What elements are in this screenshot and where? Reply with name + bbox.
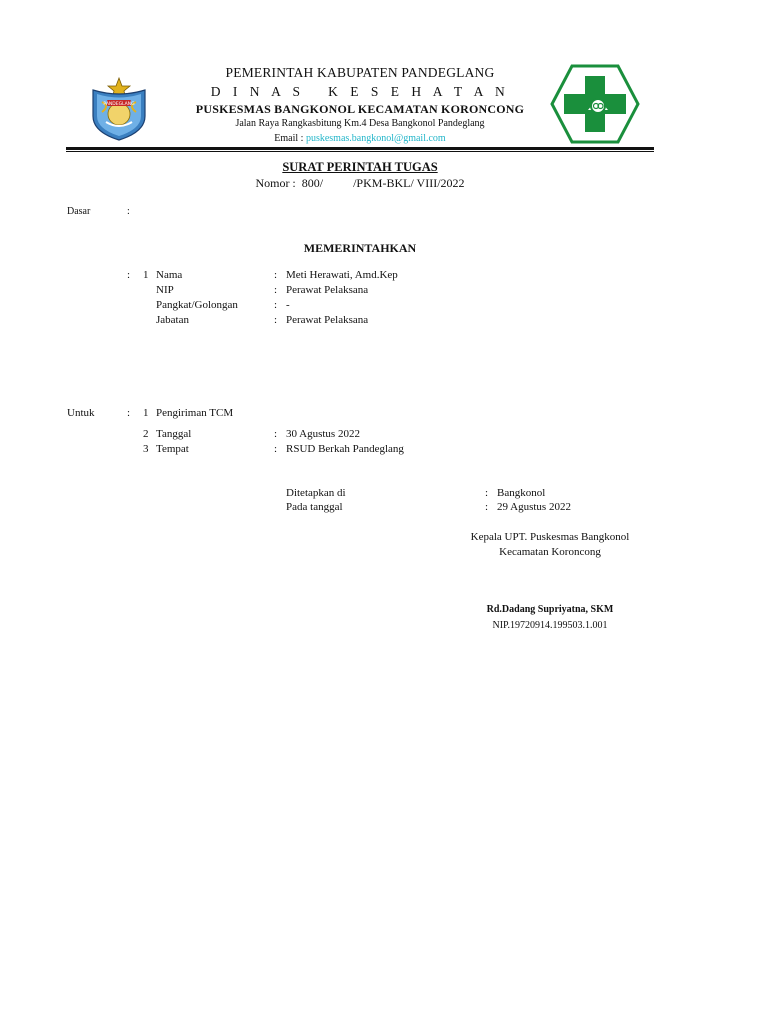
purpose-colon: : bbox=[274, 443, 278, 455]
assignee-index: 1 bbox=[143, 269, 149, 281]
header-rule-thick bbox=[66, 147, 654, 150]
purpose-item-text: Pengiriman TCM bbox=[156, 407, 234, 419]
document-title: SURAT PERINTAH TUGAS bbox=[282, 160, 438, 174]
department-name: D I N A S K E S E H A T A N bbox=[210, 84, 510, 99]
svg-text:PANDEGLANG: PANDEGLANG bbox=[103, 102, 135, 107]
field-value-nama: Meti Herawati, Amd.Kep bbox=[286, 269, 398, 281]
field-colon: : bbox=[274, 284, 278, 296]
field-colon: : bbox=[274, 299, 278, 311]
purpose-label: Untuk bbox=[67, 407, 95, 419]
field-value-nip: Perawat Pelaksana bbox=[286, 284, 369, 296]
signatory-title-line2: Kecamatan Koroncong bbox=[499, 546, 601, 558]
government-name: PEMERINTAH KABUPATEN PANDEGLANG bbox=[225, 65, 495, 80]
address: Jalan Raya Rangkasbitung Km.4 Desa Bangkonol Pandeglang bbox=[235, 118, 485, 129]
field-label-nip: NIP bbox=[156, 284, 174, 296]
signatory-nip: NIP.19720914.199503.1.001 bbox=[492, 620, 608, 631]
signatory-name: Rd.Dadang Supriyatna, SKM bbox=[486, 604, 614, 615]
issued-place-label: Ditetapkan di bbox=[286, 487, 346, 499]
purpose-item-tanggal-value: 30 Agustus 2022 bbox=[286, 428, 360, 440]
purpose-index: 2 bbox=[143, 428, 149, 440]
purpose-index: 3 bbox=[143, 443, 149, 455]
command-heading: MEMERINTAHKAN bbox=[303, 241, 417, 255]
purpose-item-tempat-value: RSUD Berkah Pandeglang bbox=[286, 443, 404, 455]
email-link[interactable]: puskesmas.bangkonol@gmail.com bbox=[305, 133, 446, 144]
field-colon: : bbox=[274, 269, 278, 281]
institution-name: PUSKESMAS BANGKONOL KECAMATAN KORONCONG bbox=[195, 102, 525, 116]
issued-date-label: Pada tanggal bbox=[286, 501, 343, 513]
issued-place-value: Bangkonol bbox=[497, 487, 546, 499]
email-label: Email : bbox=[274, 133, 304, 144]
document-number: Nomor : 800/ /PKM-BKL/ VIII/2022 bbox=[255, 176, 465, 190]
issued-date-value: 29 Agustus 2022 bbox=[497, 501, 571, 513]
field-label-pangkat: Pangkat/Golongan bbox=[156, 299, 238, 311]
purpose-colon: : bbox=[127, 407, 131, 419]
field-value-pangkat: - bbox=[286, 299, 290, 311]
header-rule-thin bbox=[66, 151, 654, 152]
email-line bbox=[150, 133, 570, 144]
purpose-index: 1 bbox=[143, 407, 149, 419]
purpose-item-tempat-label: Tempat bbox=[156, 443, 189, 455]
purpose-colon: : bbox=[274, 428, 278, 440]
dasar-label: Dasar bbox=[67, 206, 91, 217]
field-label-nama: Nama bbox=[156, 269, 183, 281]
field-label-jabatan: Jabatan bbox=[156, 314, 189, 326]
purpose-item-tanggal-label: Tanggal bbox=[156, 428, 192, 440]
assignee-colon: : bbox=[127, 269, 131, 281]
dasar-colon: : bbox=[127, 206, 130, 217]
field-colon: : bbox=[274, 314, 278, 326]
signatory-title-line1: Kepala UPT. Puskesmas Bangkonol bbox=[470, 531, 630, 543]
issued-date-colon: : bbox=[485, 501, 489, 513]
regency-crest-icon bbox=[88, 76, 150, 142]
issued-place-colon: : bbox=[485, 487, 489, 499]
field-value-jabatan: Perawat Pelaksana bbox=[286, 314, 369, 326]
